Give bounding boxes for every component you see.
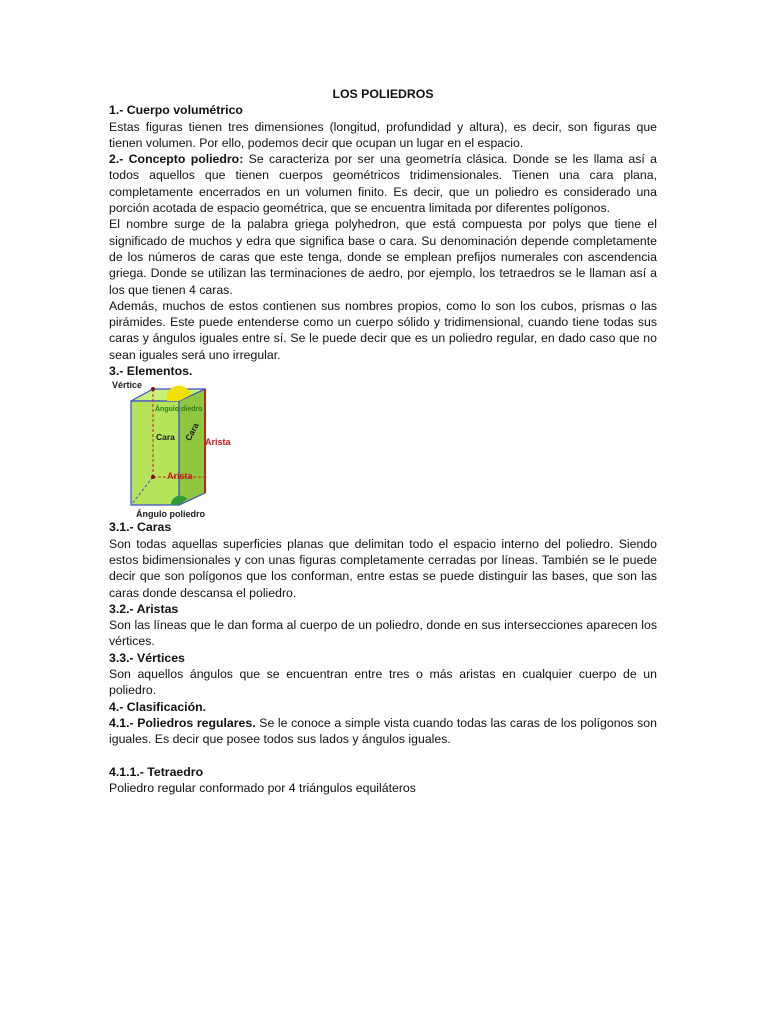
prism-front-face xyxy=(131,401,179,505)
label-vertice: Vértice xyxy=(112,381,143,391)
section-4-1-body: Se le conoce a simple vista cuando todas las caras de los polígonos son iguales. Es decir que posee todos sus lados y ángulos iguales. xyxy=(109,715,657,747)
label-arista-bottom: Arista xyxy=(167,471,193,482)
section-2-body: Se caracteriza por ser una geometría clásica. Donde se les llama así a todos aquellos que tienen cuerpos geométricos tridimensionales. Tienen una cara plana, completamente encerrados en un volumen finito. Es decir, que un poliedro es considerado una porción acotada de espacio geométrica, que se encuentra limitada por diferentes polígonos. xyxy=(109,152,657,216)
section-1-heading: 1.- Cuerpo volumétrico xyxy=(109,103,243,118)
section-3-1-heading: 3.1.- Caras xyxy=(109,520,172,535)
section-1-body: Estas figuras tienen tres dimensiones (longitud, profundidad y altura), es decir, son figuras que tienen volumen. Por ello, podemos decir que ocupan un lugar en el espacio. xyxy=(109,119,657,150)
label-cara-front: Cara xyxy=(156,432,175,443)
label-angulo-diedro: Ángulo diedro xyxy=(155,406,203,414)
vertex-point-bottom xyxy=(151,475,155,479)
section-4-1-1-body: Poliedro regular conformado por 4 triángulos equiláteros xyxy=(109,781,416,796)
section-3-2-heading: 3.2.- Aristas xyxy=(109,601,179,616)
label-arista-right: Arista xyxy=(205,437,231,448)
section-4-1-heading: 4.1.- Poliedros regulares. xyxy=(109,715,256,730)
section-3-2-body: Son las líneas que le dan forma al cuerpo de un poliedro, donde en sus intersecciones aparecen los vértices. xyxy=(109,618,657,649)
section-3-1-body: Son todas aquellas superficies planas que delimitan todo el espacio interno del poliedro. Siendo estos bidimensionales y con unas figuras completamente cerradas por líneas. También se le puede decir que son polígonos que los conforman, entre estas se puede distinguir las bases, que son las caras donde descansa el poliedro. xyxy=(109,536,657,600)
label-cara-side: Cara xyxy=(183,421,201,443)
section-3-3-body: Son aquellos ángulos que se encuentran entre tres o más aristas en cualquier cuerpo de un poliedro. xyxy=(109,667,657,698)
section-2-heading: 2.- Concepto poliedro: xyxy=(109,152,244,167)
section-2-paragraph-2: El nombre surge de la palabra griega polyhedron, que está compuesta por polys que tiene el significado de muchos y edra que significa base o cara. Su denominación depende completamente de los números de caras que este tenga, donde se emplean prefijos numerales con ascendencia griega. Donde se utilizan las terminaciones de aedro, por ejemplo, los tetraedros se le llaman así a los que tienen 4 caras. xyxy=(109,217,657,297)
section-4-1-1-heading: 4.1.1.- Tetraedro xyxy=(109,764,204,779)
section-2-paragraph-1 xyxy=(109,151,657,216)
section-2-paragraph-3: Además, muchos de estos contienen sus nombres propios, como lo son los cubos, prismas o las pirámides. Este puede entenderse como un cuerpo sólido y tridimensional, cuando tiene todas sus caras y ángulos iguales entre sí. Se le puede decir que es un poliedro regular, en dado caso que no sean iguales será uno irregular. xyxy=(109,298,657,362)
page-title: LOS POLIEDROS xyxy=(332,87,434,101)
document-page xyxy=(109,86,657,796)
section-4-heading: 4.- Clasificación. xyxy=(109,699,207,714)
polyhedron-elements-figure xyxy=(109,381,249,519)
section-3-heading: 3.- Elementos. xyxy=(109,364,193,379)
label-angulo-poliedro: Ángulo poliedro xyxy=(136,509,205,520)
section-3-3-heading: 3.3.- Vértices xyxy=(109,650,185,665)
blank-line xyxy=(109,748,657,764)
prism-diagram xyxy=(109,381,249,519)
vertex-point-top xyxy=(151,387,155,391)
section-4-1-paragraph xyxy=(109,715,657,748)
